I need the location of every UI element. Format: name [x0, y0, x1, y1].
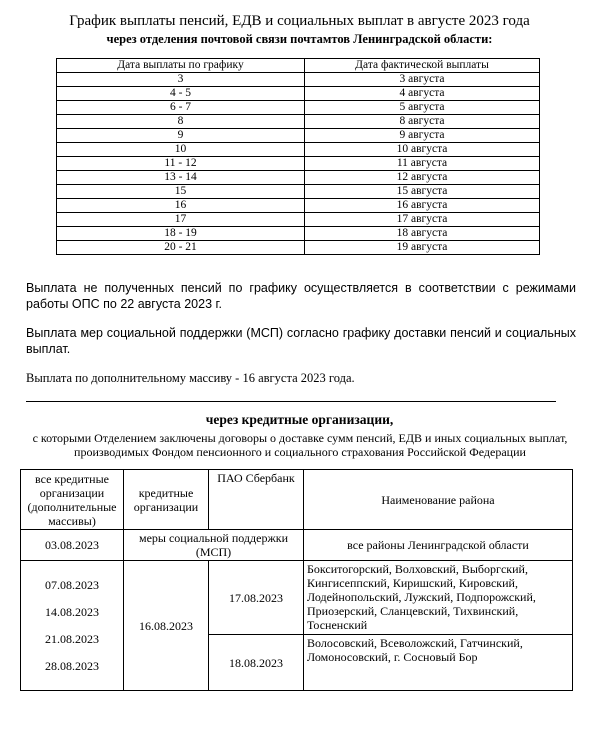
schedule-planned-date: 16: [57, 199, 305, 213]
schedule-actual-date: 5 августа: [305, 101, 540, 115]
note-unpaid: Выплата не полученных пенсий по графику осуществляется в соответствии с режимами работы ОПС по 22 августа 2023 г.: [26, 281, 576, 311]
schedule-actual-date: 12 августа: [305, 171, 540, 185]
msp-label: меры социальной поддержки (МСП): [124, 530, 304, 561]
schedule-row: [57, 115, 540, 129]
schedule-row: [57, 185, 540, 199]
credit-table: [20, 469, 573, 691]
note-msp: Выплата мер социальной поддержки (МСП) согласно графику доставки пенсий и социальных выплат.: [26, 326, 576, 356]
schedule-row: [57, 199, 540, 213]
schedule-actual-date: 8 августа: [305, 115, 540, 129]
schedule-row: [57, 157, 540, 171]
additional-dates-cell: [21, 561, 124, 691]
schedule-planned-date: 18 - 19: [57, 227, 305, 241]
schedule-actual-date: 18 августа: [305, 227, 540, 241]
schedule-planned-date: 6 - 7: [57, 101, 305, 115]
credit-header-sber: ПАО Сбербанк: [209, 470, 304, 530]
schedule-row: [57, 73, 540, 87]
schedule-actual-date: 17 августа: [305, 213, 540, 227]
schedule-planned-date: 17: [57, 213, 305, 227]
msp-district: все районы Ленинградской области: [304, 530, 573, 561]
section-divider: [26, 401, 556, 402]
sber-date-2: 18.08.2023: [209, 635, 304, 691]
schedule-row: [57, 143, 540, 157]
schedule-actual-date: 19 августа: [305, 241, 540, 255]
credit-title: через кредитные организации,: [205, 412, 394, 427]
credit-date: 16.08.2023: [124, 561, 209, 691]
schedule-row: [57, 101, 540, 115]
schedule-actual-date: 15 августа: [305, 185, 540, 199]
sber-date-1: 17.08.2023: [209, 561, 304, 635]
schedule-planned-date: 3: [57, 73, 305, 87]
schedule-table: [56, 58, 540, 255]
schedule-planned-date: 9: [57, 129, 305, 143]
schedule-planned-date: 11 - 12: [57, 157, 305, 171]
credit-header-all: все кредитные организации (дополнительные массивы): [21, 470, 124, 530]
schedule-row: [57, 129, 540, 143]
schedule-row: [57, 171, 540, 185]
additional-date: 14.08.2023: [45, 605, 99, 619]
schedule-actual-date: 3 августа: [305, 73, 540, 87]
sber-districts-2: Волосовский, Всеволожский, Гатчинский, Ломоносовский, г. Сосновый Бор: [304, 635, 573, 691]
schedule-actual-date: 9 августа: [305, 129, 540, 143]
additional-date: 07.08.2023: [45, 578, 99, 592]
sber-districts-1: Бокситогорский, Волховский, Выборгский, Кингисеппский, Киришский, Кировский, Лодейнопольский, Лужский, Подпорожский, Приозерский, Сланцевский, Тихвинский, Тосненский: [304, 561, 573, 635]
schedule-row: [57, 227, 540, 241]
msp-date: 03.08.2023: [21, 530, 124, 561]
schedule-header-planned: Дата выплаты по графику: [57, 59, 305, 73]
schedule-body: [57, 73, 540, 255]
additional-date: 28.08.2023: [45, 659, 99, 673]
schedule-planned-date: 20 - 21: [57, 241, 305, 255]
note-additional: Выплата по дополнительному массиву - 16 августа 2023 года.: [26, 371, 355, 385]
schedule-planned-date: 8: [57, 115, 305, 129]
schedule-actual-date: 16 августа: [305, 199, 540, 213]
schedule-actual-date: 11 августа: [305, 157, 540, 171]
schedule-actual-date: 10 августа: [305, 143, 540, 157]
credit-header-credit: кредитные организации: [124, 470, 209, 530]
credit-subtitle: с которыми Отделением заключены договоры о доставке сумм пенсий, ЕДВ и иных социальных выплат, производимых Фондом пенсионного и социального страхования Российской Федерации: [32, 431, 568, 459]
page-title: График выплаты пенсий, ЕДВ и социальных выплат в августе 2023 года: [69, 13, 530, 29]
credit-header-district: Наименование района: [304, 470, 573, 530]
schedule-planned-date: 4 - 5: [57, 87, 305, 101]
schedule-row: [57, 213, 540, 227]
schedule-planned-date: 13 - 14: [57, 171, 305, 185]
additional-date: 21.08.2023: [45, 632, 99, 646]
schedule-row: [57, 241, 540, 255]
schedule-row: [57, 87, 540, 101]
schedule-actual-date: 4 августа: [305, 87, 540, 101]
schedule-planned-date: 10: [57, 143, 305, 157]
page-subtitle: через отделения почтовой связи почтамтов Ленинградской области:: [106, 32, 493, 46]
schedule-header-actual: Дата фактической выплаты: [305, 59, 540, 73]
schedule-planned-date: 15: [57, 185, 305, 199]
